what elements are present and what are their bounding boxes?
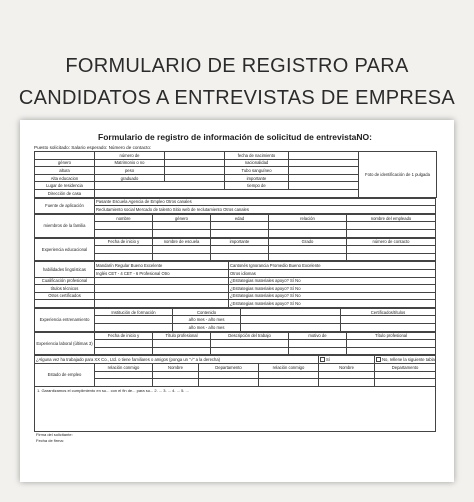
table-row bbox=[35, 229, 436, 237]
cell[interactable] bbox=[95, 292, 229, 300]
cell: Tubo sanguíneo bbox=[225, 167, 289, 175]
cell[interactable] bbox=[269, 222, 347, 230]
cell[interactable] bbox=[199, 379, 259, 387]
signature-date-label: Fecha de firma: bbox=[36, 437, 64, 443]
table-row bbox=[35, 198, 436, 206]
cell[interactable] bbox=[153, 253, 211, 261]
relatives-table bbox=[34, 355, 436, 386]
cell: Fuente de aplicación bbox=[35, 198, 95, 213]
cell[interactable] bbox=[347, 222, 436, 230]
table-row bbox=[35, 316, 436, 324]
table-row bbox=[35, 277, 436, 285]
cell[interactable]: ¿Estrategias materiales apoyo? Sí No bbox=[229, 300, 436, 308]
cell[interactable] bbox=[289, 174, 359, 182]
cell: Matrimonio o no bbox=[95, 159, 165, 167]
question-worked: ¿Alguna vez ha trabajado para XX Co., Ltd. o tiene familiares o amigos (ponga un "√" a la derecha) bbox=[35, 356, 319, 364]
cell: fecha de nacimiento bbox=[225, 152, 289, 160]
cell: nombre de escuela bbox=[153, 238, 211, 246]
work-table bbox=[34, 332, 436, 356]
cell[interactable]: ¿Estrategias materiales apoyo? Sí No bbox=[229, 292, 436, 300]
table-row bbox=[35, 371, 436, 379]
label: Sí bbox=[326, 357, 330, 363]
cell bbox=[35, 152, 95, 160]
table-row bbox=[35, 253, 436, 261]
cell[interactable] bbox=[95, 316, 173, 324]
cell: Alta educacion bbox=[35, 174, 95, 182]
cell: títulos técnicos bbox=[35, 285, 95, 293]
mandarin-options[interactable]: Mandarín Regular Bueno Excelente bbox=[95, 262, 229, 270]
cell[interactable] bbox=[95, 189, 359, 197]
table-row bbox=[35, 214, 436, 222]
cell: Fecha de inicio y bbox=[95, 332, 153, 340]
page-subtitle: CANDIDATOS A ENTREVISTAS DE EMPRESA bbox=[18, 87, 456, 109]
cell[interactable] bbox=[95, 300, 229, 308]
cell: peso bbox=[95, 167, 165, 175]
cell: habilidades lingüísticas bbox=[35, 262, 95, 277]
cell[interactable] bbox=[347, 347, 436, 355]
cell: Experiencia entrenamiento bbox=[35, 308, 95, 331]
cell bbox=[241, 308, 341, 316]
cell[interactable] bbox=[211, 340, 289, 348]
cell: Estado de empleo bbox=[35, 364, 95, 387]
family-table bbox=[34, 214, 436, 238]
cell: graduado bbox=[95, 174, 165, 182]
cell[interactable] bbox=[95, 229, 153, 237]
personal-info-table bbox=[34, 151, 437, 198]
cell[interactable] bbox=[341, 324, 436, 332]
cell: Contenido bbox=[173, 308, 241, 316]
cell: relación bbox=[269, 214, 347, 222]
form-document bbox=[20, 120, 454, 482]
cell[interactable] bbox=[153, 229, 211, 237]
cell: número de bbox=[95, 152, 165, 160]
signature-label: Firma del solicitante: bbox=[36, 431, 73, 437]
cell[interactable] bbox=[95, 379, 153, 387]
cell[interactable] bbox=[153, 246, 211, 254]
table-row bbox=[35, 262, 436, 270]
cell[interactable] bbox=[211, 253, 269, 261]
checkbox-icon[interactable] bbox=[320, 357, 325, 362]
cell[interactable] bbox=[289, 340, 347, 348]
source-options[interactable]: Pasante Escuela Agencia de Empleo Otros canales bbox=[95, 198, 436, 206]
table-row bbox=[35, 246, 436, 254]
cell[interactable] bbox=[95, 371, 153, 379]
cell: Lugar de residencia bbox=[35, 182, 95, 190]
cell[interactable] bbox=[153, 379, 199, 387]
table-row bbox=[35, 206, 436, 214]
cell[interactable] bbox=[165, 159, 225, 167]
table-row bbox=[35, 269, 436, 277]
cell: Institución de formación bbox=[95, 308, 173, 316]
cell: Descripción del trabajo bbox=[211, 332, 289, 340]
answer-no[interactable] bbox=[375, 356, 436, 364]
cell: tiempo de bbox=[225, 182, 289, 190]
cell: relación conmigo bbox=[95, 364, 153, 372]
table-row bbox=[35, 324, 436, 332]
cell bbox=[35, 300, 95, 308]
cell: Fecha de inicio y bbox=[95, 238, 153, 246]
cell[interactable] bbox=[165, 167, 225, 175]
cell[interactable]: año mes - año mes bbox=[173, 324, 241, 332]
training-table bbox=[34, 308, 436, 332]
cell: Nombre bbox=[153, 364, 199, 372]
cell: nacionalidad bbox=[225, 159, 289, 167]
cell[interactable] bbox=[165, 152, 225, 160]
cell[interactable] bbox=[211, 347, 289, 355]
cell[interactable] bbox=[347, 246, 436, 254]
cell: Experiencia laboral (últimas 3) bbox=[35, 332, 95, 355]
cell[interactable] bbox=[375, 379, 436, 387]
form-title: Formulario de registro de información de solicitud de entrevistaNO: bbox=[98, 132, 372, 142]
source-table bbox=[34, 198, 436, 214]
cell: altura bbox=[35, 167, 95, 175]
label: No, rellene la siguiente tabla bbox=[382, 357, 435, 363]
table-row bbox=[35, 152, 437, 160]
table-row bbox=[35, 308, 436, 316]
cell[interactable] bbox=[289, 347, 347, 355]
cell: Título profesional bbox=[153, 332, 211, 340]
cell[interactable] bbox=[199, 371, 259, 379]
cell: motivo de bbox=[289, 332, 347, 340]
cell[interactable] bbox=[241, 316, 341, 324]
source-options[interactable]: Reclutamiento social Mercado de talento Sitio web de reclutamiento Otros canales bbox=[95, 206, 436, 214]
cell[interactable] bbox=[165, 174, 225, 182]
cell[interactable] bbox=[259, 379, 319, 387]
cell: Dirección de casa bbox=[35, 189, 95, 197]
cell: Certificados/títulos bbox=[341, 308, 436, 316]
answer-yes[interactable] bbox=[319, 356, 375, 364]
cell[interactable] bbox=[319, 371, 375, 379]
table-row bbox=[35, 332, 436, 340]
cantonese-options[interactable]: Cantonés Ignorancia Promedio Bueno Excelente bbox=[229, 262, 436, 270]
cell: número de contacto bbox=[347, 238, 436, 246]
table-row bbox=[35, 356, 436, 364]
table-row bbox=[35, 364, 436, 372]
cell[interactable] bbox=[153, 222, 211, 230]
cell[interactable] bbox=[269, 246, 347, 254]
cell: nombre bbox=[95, 214, 153, 222]
table-row bbox=[35, 379, 436, 387]
cell[interactable]: año mes - año mes bbox=[173, 316, 241, 324]
table-row bbox=[35, 222, 436, 230]
skills-table bbox=[34, 261, 436, 308]
cell[interactable] bbox=[347, 340, 436, 348]
cell[interactable] bbox=[211, 229, 269, 237]
cell: Otros certificados bbox=[35, 292, 95, 300]
cell[interactable] bbox=[341, 316, 436, 324]
cell[interactable] bbox=[347, 253, 436, 261]
cell[interactable] bbox=[289, 159, 359, 167]
cell[interactable]: ¿Estrategias materiales apoyo? Sí No bbox=[229, 285, 436, 293]
cell[interactable] bbox=[95, 246, 153, 254]
table-row bbox=[35, 340, 436, 348]
checkbox-icon[interactable] bbox=[376, 357, 381, 362]
cell[interactable] bbox=[153, 347, 211, 355]
cell: Departamento bbox=[375, 364, 436, 372]
cell: miembros de la familia bbox=[35, 214, 95, 237]
cell[interactable]: ¿Estrategias materiales apoyo? Sí No bbox=[229, 277, 436, 285]
cell: Título profesional bbox=[347, 332, 436, 340]
cell[interactable] bbox=[319, 379, 375, 387]
cell[interactable] bbox=[375, 371, 436, 379]
cell: Grado bbox=[269, 238, 347, 246]
cell[interactable] bbox=[289, 182, 359, 190]
cell[interactable] bbox=[95, 285, 229, 293]
cell[interactable] bbox=[211, 246, 269, 254]
cell[interactable] bbox=[211, 222, 269, 230]
cell[interactable] bbox=[289, 152, 359, 160]
cell: importante bbox=[211, 238, 269, 246]
education-table bbox=[34, 238, 436, 262]
cell[interactable] bbox=[95, 340, 153, 348]
cell: género bbox=[153, 214, 211, 222]
table-row bbox=[35, 347, 436, 355]
table-row bbox=[35, 300, 436, 308]
cell[interactable] bbox=[95, 277, 229, 285]
cell[interactable] bbox=[269, 229, 347, 237]
english-options[interactable]: Inglés CET - 4 CET - 6 Profesional Otro bbox=[95, 269, 229, 277]
declaration-notes: 1. Garantizamos el cumplimiento en su... con el fin de... para su... 2. ... 3. ... 4. ... 5. ... bbox=[34, 387, 436, 432]
cell: género bbox=[35, 159, 95, 167]
cell: Cualificación profesional bbox=[35, 277, 95, 285]
cell: relación conmigo bbox=[259, 364, 319, 372]
cell[interactable] bbox=[95, 347, 153, 355]
cell: nombre del empleado bbox=[347, 214, 436, 222]
cell[interactable] bbox=[95, 253, 153, 261]
cell: Experiencia educacional bbox=[35, 238, 95, 261]
cell[interactable] bbox=[289, 167, 359, 175]
cell[interactable] bbox=[241, 324, 341, 332]
cell[interactable] bbox=[95, 324, 173, 332]
cell: Departamento bbox=[199, 364, 259, 372]
cell[interactable] bbox=[95, 222, 153, 230]
table-row bbox=[35, 292, 436, 300]
cell: importante bbox=[225, 174, 289, 182]
photo-box: Foto de identificación de 1 pulgada bbox=[359, 152, 437, 198]
cell: Nombre bbox=[319, 364, 375, 372]
page-title: FORMULARIO DE REGISTRO PARA bbox=[65, 55, 409, 77]
form-subline: Puesto solicitado: Salario esperado: Número de contacto: bbox=[34, 145, 152, 150]
table-row bbox=[35, 238, 436, 246]
cell[interactable] bbox=[95, 182, 225, 190]
cell[interactable] bbox=[347, 229, 436, 237]
cell[interactable] bbox=[269, 253, 347, 261]
table-row bbox=[35, 285, 436, 293]
cell[interactable] bbox=[153, 340, 211, 348]
cell: edad bbox=[211, 214, 269, 222]
cell[interactable] bbox=[259, 371, 319, 379]
cell[interactable] bbox=[153, 371, 199, 379]
cell: Otros idiomas bbox=[229, 269, 436, 277]
